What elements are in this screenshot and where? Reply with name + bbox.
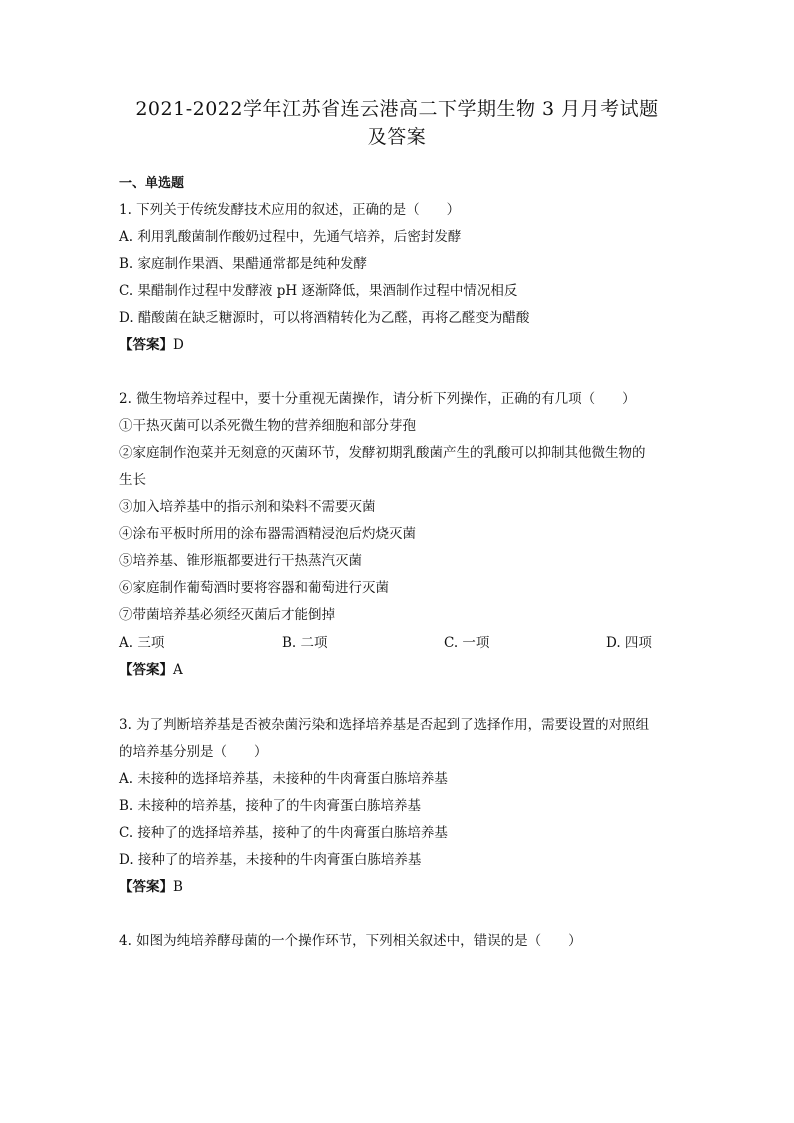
q3-option-d: D. 接种了的培养基，未接种的牛肉膏蛋白胨培养基 (119, 852, 422, 868)
document-title-line2: 及答案 (367, 126, 427, 148)
q2-option-c: C. 一项 (444, 635, 490, 651)
q2-statement-7: ⑦带菌培养基必须经灭菌后才能倒掉 (119, 607, 335, 623)
q3-option-a: A. 未接种的选择培养基，未接种的牛肉膏蛋白胨培养基 (119, 771, 448, 787)
q1-stem: 1. 下列关于传统发酵技术应用的叙述，正确的是（ ） (119, 202, 461, 218)
q2-stem: 2. 微生物培养过程中，要十分重视无菌操作，请分析下列操作，正确的有几项（ ） (119, 391, 636, 407)
q1-answer (119, 333, 184, 353)
q2-statement-2-cont: 生长 (119, 472, 146, 488)
q2-answer (119, 658, 183, 678)
q2-option-b: B. 二项 (282, 635, 328, 651)
q1-option-a: A. 利用乳酸菌制作酸奶过程中，先通气培养，后密封发酵 (119, 229, 462, 245)
q2-statement-5: ⑤培养基、锥形瓶都要进行干热蒸汽灭菌 (119, 553, 362, 569)
q3-stem: 3. 为了判断培养基是否被杂菌污染和选择培养基是否起到了选择作用，需要设置的对照组 (119, 717, 650, 733)
answer-label: 【答案】 (119, 879, 173, 895)
document-title-line1: 2021-2022学年江苏省连云港高二下学期生物 3 月月考试题 (135, 98, 659, 120)
answer-value: D (173, 337, 184, 353)
answer-value: B (173, 879, 183, 895)
q2-statement-4: ④涂布平板时所用的涂布器需酒精浸泡后灼烧灭菌 (119, 526, 416, 542)
q2-option-d: D. 四项 (606, 635, 652, 651)
answer-label: 【答案】 (119, 662, 173, 678)
q2-statement-6: ⑥家庭制作葡萄酒时要将容器和葡萄进行灭菌 (119, 580, 389, 596)
q3-answer (119, 875, 183, 895)
q3-option-b: B. 未接种的培养基，接种了的牛肉膏蛋白胨培养基 (119, 798, 422, 814)
q2-statement-3: ③加入培养基中的指示剂和染料不需要灭菌 (119, 499, 376, 515)
q2-statement-1: ①干热灭菌可以杀死微生物的营养细胞和部分芽孢 (119, 418, 416, 434)
q2-statement-2: ②家庭制作泡菜并无刻意的灭菌环节，发酵初期乳酸菌产生的乳酸可以抑制其他微生物的 (119, 445, 646, 461)
q2-option-a: A. 三项 (119, 635, 165, 651)
q1-option-d: D. 醋酸菌在缺乏糖源时，可以将酒精转化为乙醛，再将乙醛变为醋酸 (119, 310, 530, 326)
answer-value: A (173, 662, 183, 678)
section-heading: 一、单选题 (119, 176, 185, 191)
q1-option-c: C. 果醋制作过程中发酵液 pH 逐渐降低，果酒制作过程中情况相反 (119, 283, 518, 299)
q3-stem-cont: 的培养基分别是（ ） (119, 744, 268, 760)
answer-label: 【答案】 (119, 337, 173, 353)
q4-stem: 4. 如图为纯培养酵母菌的一个操作环节，下列相关叙述中，错误的是（ ） (119, 933, 582, 949)
q3-option-c: C. 接种了的选择培养基，接种了的牛肉膏蛋白胨培养基 (119, 825, 448, 841)
q1-option-b: B. 家庭制作果酒、果醋通常都是纯种发酵 (119, 256, 368, 272)
